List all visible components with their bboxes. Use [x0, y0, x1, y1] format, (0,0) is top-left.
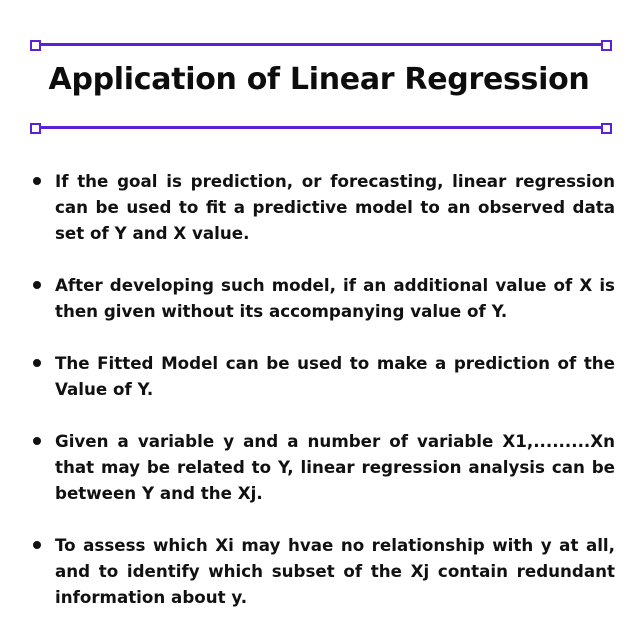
page-title: Application of Linear Regression — [48, 62, 590, 97]
top-divider — [30, 40, 612, 50]
list-item-text: The Fitted Model can be used to make a prediction of the Value of Y. — [55, 353, 615, 399]
bullet-dot-icon — [33, 359, 41, 367]
list-item — [30, 168, 615, 246]
top-divider-left-square-icon — [30, 40, 41, 51]
bullet-dot-icon — [33, 281, 41, 289]
list-item-text: To assess which Xi may hvae no relationship with y at all, and to identify which subset of the Xj contain redundant information about y. — [55, 535, 615, 607]
list-item — [30, 428, 615, 506]
list-item-text: After developing such model, if an additional value of X is then given without its accompanying value of Y. — [55, 275, 615, 321]
top-divider-line — [35, 43, 607, 46]
list-item-text: Given a variable y and a number of variable X1,.........Xn that may be related to Y, linear regression analysis can be between Y and the Xj. — [55, 431, 615, 503]
list-item — [30, 532, 615, 610]
bottom-divider-right-square-icon — [601, 123, 612, 134]
bottom-divider-line — [35, 126, 607, 129]
bullet-dot-icon — [33, 177, 41, 185]
top-divider-right-square-icon — [601, 40, 612, 51]
list-item — [30, 272, 615, 324]
bottom-divider — [30, 123, 612, 133]
bottom-divider-left-square-icon — [30, 123, 41, 134]
list-item — [30, 350, 615, 402]
bullet-dot-icon — [33, 437, 41, 445]
bullet-dot-icon — [33, 541, 41, 549]
bullet-list — [30, 168, 615, 636]
list-item-text: If the goal is prediction, or forecasting, linear regression can be used to fit a predictive model to an observed data set of Y and X value. — [55, 171, 615, 243]
